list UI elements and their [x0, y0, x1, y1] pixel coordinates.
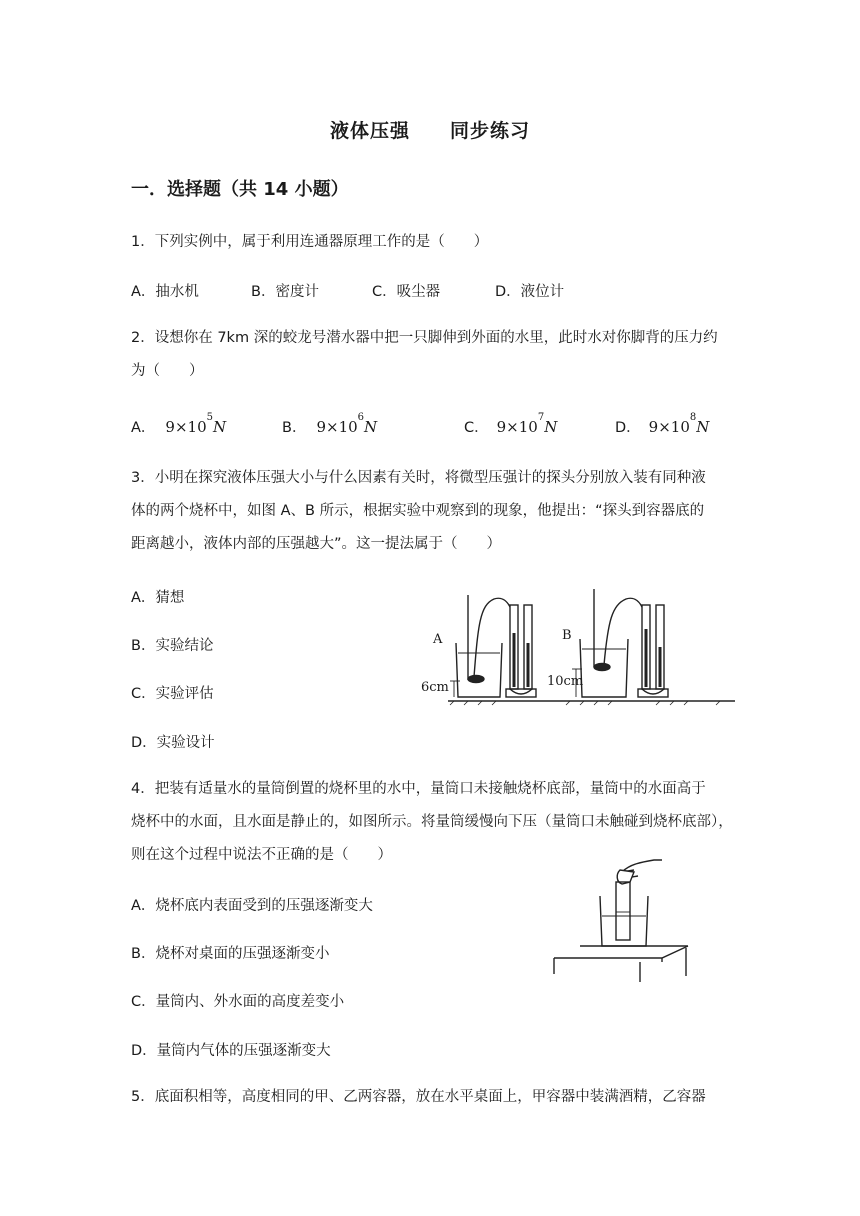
option-formula: $9\times 10^7N$	[496, 412, 558, 436]
question-3-line-1: 3．小明在探究液体压强大小与什么因素有关时，将微型压强计的探头分别放入装有同种液	[131, 470, 706, 486]
question-2-line-2: 为（ ）	[131, 363, 204, 379]
figure-distance-a: 6cm	[421, 680, 449, 695]
question-2-option-a	[131, 412, 227, 437]
option-letter: D．	[615, 420, 641, 436]
figure-label-a: A	[433, 632, 443, 647]
figure-distance-b: 10cm	[547, 674, 584, 689]
question-1-option-c: C．吸尘器	[372, 284, 441, 300]
beaker-on-table-figure	[550, 858, 700, 983]
question-3-line-3: 距离越小，液体内部的压强越大”。这一提法属于（ ）	[131, 536, 502, 552]
question-4-line-3: 则在这个过程中说法不正确的是（ ）	[131, 847, 392, 863]
question-2-option-b	[282, 412, 378, 437]
option-formula: $9\times 10^5N$	[165, 412, 227, 436]
question-4-option-c: C．量筒内、外水面的高度差变小	[131, 994, 345, 1010]
question-2-option-c	[464, 412, 558, 437]
question-5-line-1: 5．底面积相等，高度相同的甲、乙两容器，放在水平桌面上，甲容器中装满酒精，乙容器	[131, 1089, 706, 1105]
question-2-line-1: 2．设想你在 7km 深的蛟龙号潜水器中把一只脚伸到外面的水里，此时水对你脚背的压力约	[131, 330, 718, 346]
option-letter: B．	[282, 420, 307, 436]
question-4-option-a: A．烧杯底内表面受到的压强逐渐变大	[131, 898, 373, 914]
question-4-option-d: D．量筒内气体的压强逐渐变大	[131, 1043, 331, 1059]
option-formula: $9\times 10^6N$	[316, 412, 378, 436]
question-2-option-d	[615, 412, 710, 437]
figure-label-b: B	[562, 628, 572, 643]
question-1-stem: 1．下列实例中，属于利用连通器原理工作的是（ ）	[131, 234, 489, 250]
question-3-option-c: C．实验评估	[131, 686, 214, 702]
question-4-line-2: 烧杯中的水面，且水面是静止的，如图所示。将量筒缓慢向下压（量筒口未触碰到烧杯底部），	[131, 814, 733, 830]
question-4-line-1: 4．把装有适量水的量筒倒置的烧杯里的水中，量筒口未接触烧杯底部，量筒中的水面高于	[131, 781, 706, 797]
question-3-option-d: D．实验设计	[131, 735, 215, 751]
question-4-option-b: B．烧杯对桌面的压强逐渐变小	[131, 946, 330, 962]
option-letter: C．	[464, 420, 489, 436]
section-heading: 一．选择题（共 14 小题）	[131, 179, 349, 200]
question-3-line-2: 体的两个烧杯中，如图 A、B 所示，根据实验中观察到的现象，他提出：“探头到容器底的	[131, 503, 705, 519]
question-1-option-d: D．液位计	[495, 284, 565, 300]
question-1-option-b: B．密度计	[251, 284, 319, 300]
question-3-option-a: A．猜想	[131, 590, 185, 606]
question-1-option-a: A．抽水机	[131, 284, 199, 300]
option-formula: $9\times 10^8N$	[648, 412, 710, 436]
question-3-option-b: B．实验结论	[131, 638, 214, 654]
page-title: 液体压强 同步练习	[329, 120, 530, 142]
option-letter: A．	[131, 420, 156, 436]
